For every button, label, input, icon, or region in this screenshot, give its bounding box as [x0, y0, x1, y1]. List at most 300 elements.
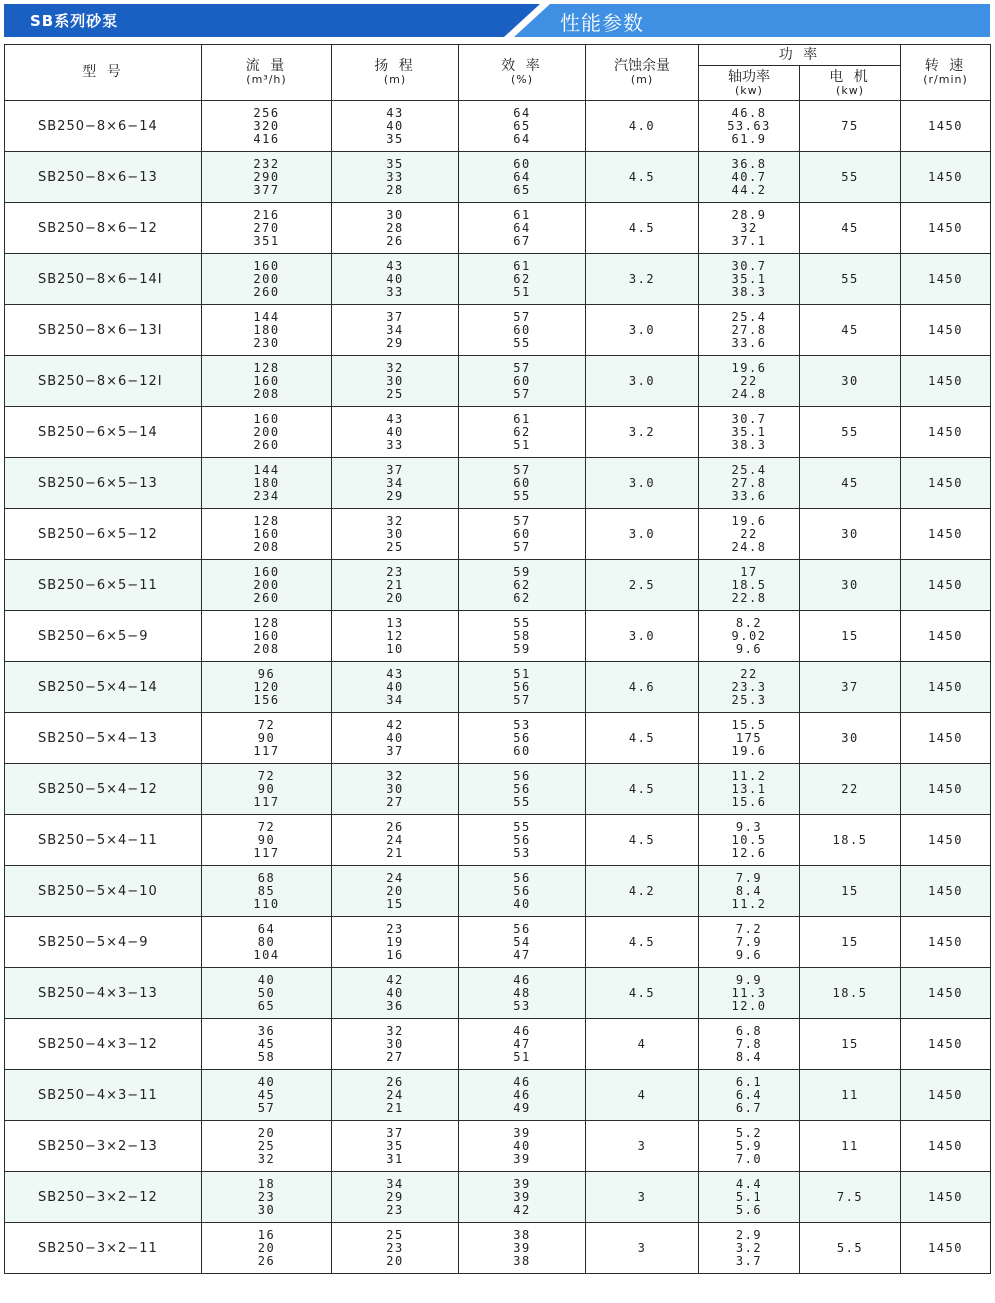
head-cell-value: 21	[386, 845, 404, 860]
npsh-cell: 3.0	[586, 509, 699, 560]
flow-cell-value: 208	[253, 641, 280, 656]
speed-cell: 1450	[901, 1223, 991, 1274]
npsh-cell: 4.5	[586, 203, 699, 254]
flow-cell-value: 160	[253, 258, 280, 273]
efficiency-cell-value: 59	[513, 641, 531, 656]
flow-cell-value: 320	[253, 118, 280, 133]
head-cell-value: 21	[386, 577, 404, 592]
flow-cell-value: 180	[253, 322, 280, 337]
flow-cell	[202, 1121, 332, 1172]
flow-cell	[202, 815, 332, 866]
motor-cell: 11	[800, 1070, 901, 1121]
flow-cell	[202, 662, 332, 713]
npsh-cell: 2.5	[586, 560, 699, 611]
flow-cell-value: 290	[253, 169, 280, 184]
efficiency-cell-value: 56	[513, 870, 531, 885]
flow-cell-value: 232	[253, 156, 280, 171]
head-cell-value: 35	[386, 131, 404, 146]
head-cell	[332, 611, 459, 662]
head-cell-value: 15	[386, 896, 404, 911]
head-cell	[332, 764, 459, 815]
head-cell-value: 30	[386, 207, 404, 222]
flow-cell-value: 256	[253, 105, 280, 120]
efficiency-cell	[459, 866, 586, 917]
shaft-power-cell-value: 30.7	[731, 258, 767, 273]
table-row	[5, 458, 991, 509]
efficiency-cell	[459, 407, 586, 458]
shaft-power-cell	[699, 611, 800, 662]
flow-cell-value: 160	[253, 526, 280, 541]
efficiency-cell	[459, 611, 586, 662]
flow-cell-value: 45	[257, 1036, 276, 1051]
shaft-power-cell	[699, 560, 800, 611]
table-row	[5, 917, 991, 968]
head-cell	[332, 560, 459, 611]
shaft-power-cell-value: 13.1	[731, 781, 767, 796]
model-cell: SB250−5×4−9	[5, 917, 202, 968]
table-row	[5, 1172, 991, 1223]
efficiency-cell	[459, 254, 586, 305]
head-cell	[332, 152, 459, 203]
efficiency-cell-value: 60	[513, 526, 531, 541]
header-banner	[4, 4, 990, 37]
shaft-power-cell-value: 35.1	[731, 424, 767, 439]
flow-cell-value: 85	[257, 883, 276, 898]
flow-cell-value: 160	[253, 411, 280, 426]
npsh-cell: 4.5	[586, 764, 699, 815]
efficiency-cell-value: 46	[513, 1074, 531, 1089]
motor-cell: 55	[800, 254, 901, 305]
table-row	[5, 611, 991, 662]
efficiency-cell-value: 60	[513, 322, 531, 337]
efficiency-cell	[459, 152, 586, 203]
model-cell: SB250−4×3−13	[5, 968, 202, 1019]
npsh-cell: 4	[586, 1070, 699, 1121]
head-cell-value: 40	[386, 424, 404, 439]
shaft-power-cell	[699, 764, 800, 815]
shaft-power-cell	[699, 1223, 800, 1274]
shaft-power-cell-value: 2.9	[735, 1227, 763, 1242]
shaft-power-cell-value: 27.8	[731, 322, 767, 337]
speed-cell: 1450	[901, 713, 991, 764]
flow-cell	[202, 1019, 332, 1070]
shaft-power-cell	[699, 1070, 800, 1121]
model-cell: SB250−3×2−13	[5, 1121, 202, 1172]
shaft-power-cell-value: 61.9	[731, 131, 767, 146]
shaft-power-cell-value: 10.5	[731, 832, 767, 847]
model-cell: SB250−4×3−12	[5, 1019, 202, 1070]
head-cell-value: 36	[386, 998, 404, 1013]
shaft-power-cell-value: 33.6	[731, 488, 767, 503]
shaft-power-cell-value: 22	[740, 373, 758, 388]
col-motor: 电 机 (kw)	[800, 66, 901, 101]
efficiency-cell-value: 56	[513, 768, 531, 783]
efficiency-cell-value: 49	[513, 1100, 531, 1115]
flow-cell	[202, 101, 332, 152]
efficiency-cell-value: 39	[513, 1176, 531, 1191]
shaft-power-cell-value: 19.6	[731, 360, 767, 375]
model-cell: SB250−8×6−13I	[5, 305, 202, 356]
motor-cell: 45	[800, 203, 901, 254]
efficiency-cell-value: 60	[513, 156, 531, 171]
flow-cell-value: 16	[257, 1227, 276, 1242]
speed-cell: 1450	[901, 305, 991, 356]
head-cell-value: 20	[386, 1253, 404, 1268]
efficiency-cell	[459, 713, 586, 764]
flow-cell	[202, 968, 332, 1019]
shaft-power-cell-value: 11.2	[731, 768, 767, 783]
table-row	[5, 968, 991, 1019]
flow-cell-value: 117	[253, 743, 280, 758]
efficiency-cell	[459, 203, 586, 254]
flow-cell-value: 416	[253, 131, 280, 146]
shaft-power-cell-value: 44.2	[731, 182, 767, 197]
shaft-power-cell-value: 37.1	[731, 233, 767, 248]
flow-cell-value: 144	[253, 309, 280, 324]
efficiency-cell-value: 64	[513, 105, 531, 120]
head-cell-value: 12	[386, 628, 404, 643]
series-title: SB系列砂泵	[30, 12, 119, 30]
efficiency-cell-value: 65	[513, 118, 531, 133]
efficiency-cell-value: 38	[513, 1253, 531, 1268]
head-cell-value: 23	[386, 921, 404, 936]
flow-cell-value: 72	[257, 768, 276, 783]
head-cell-value: 31	[386, 1151, 404, 1166]
head-cell-value: 33	[386, 437, 404, 452]
head-cell-value: 19	[386, 934, 404, 949]
flow-cell-value: 117	[253, 845, 280, 860]
head-cell-value: 24	[386, 870, 404, 885]
npsh-cell: 4.5	[586, 152, 699, 203]
head-cell-value: 24	[386, 1087, 404, 1102]
flow-cell-value: 260	[253, 590, 280, 605]
head-cell-value: 40	[386, 985, 404, 1000]
efficiency-cell-value: 60	[513, 475, 531, 490]
head-cell-value: 32	[386, 768, 404, 783]
shaft-power-cell-value: 27.8	[731, 475, 767, 490]
motor-cell: 15	[800, 866, 901, 917]
efficiency-cell-value: 64	[513, 220, 531, 235]
speed-cell: 1450	[901, 1019, 991, 1070]
shaft-power-cell-value: 22.8	[731, 590, 767, 605]
head-cell-value: 30	[386, 526, 404, 541]
speed-cell: 1450	[901, 1172, 991, 1223]
efficiency-cell	[459, 305, 586, 356]
efficiency-cell-value: 65	[513, 182, 531, 197]
efficiency-cell-value: 51	[513, 284, 531, 299]
flow-cell-value: 128	[253, 360, 280, 375]
speed-cell: 1450	[901, 356, 991, 407]
flow-cell-value: 200	[253, 424, 280, 439]
model-cell: SB250−8×6−14	[5, 101, 202, 152]
head-cell-value: 37	[386, 462, 404, 477]
flow-cell	[202, 866, 332, 917]
head-cell-value: 34	[386, 322, 404, 337]
head-cell	[332, 254, 459, 305]
head-cell	[332, 203, 459, 254]
shaft-power-cell-value: 53.63	[727, 118, 771, 133]
motor-cell: 30	[800, 713, 901, 764]
head-cell	[332, 866, 459, 917]
head-cell-value: 28	[386, 220, 404, 235]
efficiency-cell-value: 51	[513, 437, 531, 452]
speed-cell: 1450	[901, 509, 991, 560]
table-row	[5, 203, 991, 254]
head-cell-value: 35	[386, 1138, 404, 1153]
npsh-cell: 3.0	[586, 458, 699, 509]
motor-cell: 5.5	[800, 1223, 901, 1274]
flow-cell-value: 260	[253, 437, 280, 452]
flow-cell-value: 270	[253, 220, 280, 235]
flow-cell	[202, 152, 332, 203]
efficiency-cell-value: 56	[513, 781, 531, 796]
flow-cell-value: 20	[257, 1125, 276, 1140]
model-cell: SB250−6×5−12	[5, 509, 202, 560]
head-cell-value: 30	[386, 1036, 404, 1051]
flow-cell-value: 160	[253, 564, 280, 579]
shaft-power-cell-value: 7.9	[735, 934, 763, 949]
head-cell-value: 20	[386, 590, 404, 605]
efficiency-cell-value: 47	[513, 1036, 531, 1051]
head-cell	[332, 509, 459, 560]
flow-cell-value: 104	[253, 947, 280, 962]
model-cell: SB250−6×5−13	[5, 458, 202, 509]
head-cell-value: 20	[386, 883, 404, 898]
efficiency-cell-value: 62	[513, 577, 531, 592]
efficiency-cell-value: 56	[513, 921, 531, 936]
efficiency-cell-value: 57	[513, 462, 531, 477]
flow-cell-value: 30	[257, 1202, 276, 1217]
shaft-power-cell-value: 24.8	[731, 539, 767, 554]
efficiency-cell-value: 60	[513, 373, 531, 388]
shaft-power-cell	[699, 254, 800, 305]
flow-cell-value: 96	[257, 666, 276, 681]
efficiency-cell-value: 46	[513, 1087, 531, 1102]
shaft-power-cell-value: 7.0	[735, 1151, 763, 1166]
flow-cell-value: 57	[257, 1100, 276, 1115]
shaft-power-cell-value: 5.2	[735, 1125, 763, 1140]
model-cell: SB250−8×6−12	[5, 203, 202, 254]
shaft-power-cell-value: 15.5	[731, 717, 767, 732]
efficiency-cell	[459, 1172, 586, 1223]
npsh-cell: 4.2	[586, 866, 699, 917]
motor-cell: 11	[800, 1121, 901, 1172]
flow-cell-value: 160	[253, 373, 280, 388]
motor-cell: 37	[800, 662, 901, 713]
model-cell: SB250−8×6−14I	[5, 254, 202, 305]
head-cell-value: 21	[386, 1100, 404, 1115]
shaft-power-cell-value: 38.3	[731, 437, 767, 452]
npsh-cell: 3.0	[586, 356, 699, 407]
flow-cell	[202, 458, 332, 509]
flow-cell-value: 260	[253, 284, 280, 299]
efficiency-cell-value: 42	[513, 1202, 531, 1217]
head-cell	[332, 305, 459, 356]
efficiency-cell	[459, 101, 586, 152]
table-row	[5, 662, 991, 713]
motor-cell: 15	[800, 917, 901, 968]
efficiency-cell-value: 40	[513, 896, 531, 911]
shaft-power-cell	[699, 101, 800, 152]
head-cell	[332, 1019, 459, 1070]
speed-cell: 1450	[901, 611, 991, 662]
flow-cell	[202, 305, 332, 356]
head-cell-value: 42	[386, 717, 404, 732]
table-row	[5, 254, 991, 305]
table-body	[5, 101, 991, 1274]
shaft-power-cell-value: 36.8	[731, 156, 767, 171]
efficiency-cell-value: 39	[513, 1125, 531, 1140]
flow-cell-value: 80	[257, 934, 276, 949]
flow-cell-value: 128	[253, 513, 280, 528]
shaft-power-cell-value: 9.6	[735, 947, 763, 962]
shaft-power-cell-value: 12.6	[731, 845, 767, 860]
model-cell: SB250−6×5−11	[5, 560, 202, 611]
banner-shape	[4, 4, 990, 37]
flow-cell-value: 180	[253, 475, 280, 490]
table-row	[5, 305, 991, 356]
npsh-cell: 4.5	[586, 968, 699, 1019]
flow-cell-value: 200	[253, 271, 280, 286]
flow-cell	[202, 1172, 332, 1223]
shaft-power-cell-value: 3.7	[735, 1253, 763, 1268]
shaft-power-cell-value: 22	[740, 526, 758, 541]
flow-cell-value: 18	[257, 1176, 276, 1191]
shaft-power-cell-value: 8.4	[735, 883, 763, 898]
flow-cell	[202, 407, 332, 458]
head-cell-value: 23	[386, 1240, 404, 1255]
motor-cell: 15	[800, 1019, 901, 1070]
shaft-power-cell	[699, 917, 800, 968]
speed-cell: 1450	[901, 1121, 991, 1172]
efficiency-cell	[459, 662, 586, 713]
flow-cell-value: 156	[253, 692, 280, 707]
flow-cell	[202, 560, 332, 611]
shaft-power-cell-value: 7.8	[735, 1036, 763, 1051]
flow-cell-value: 377	[253, 182, 280, 197]
shaft-power-cell-value: 6.1	[735, 1074, 763, 1089]
shaft-power-cell-value: 28.9	[731, 207, 767, 222]
head-cell	[332, 662, 459, 713]
shaft-power-cell	[699, 203, 800, 254]
efficiency-cell-value: 51	[513, 1049, 531, 1064]
table-row	[5, 815, 991, 866]
shaft-power-cell-value: 38.3	[731, 284, 767, 299]
flow-cell-value: 23	[257, 1189, 276, 1204]
model-cell: SB250−5×4−11	[5, 815, 202, 866]
efficiency-cell-value: 47	[513, 947, 531, 962]
efficiency-cell-value: 62	[513, 271, 531, 286]
model-cell: SB250−5×4−14	[5, 662, 202, 713]
npsh-cell: 3.2	[586, 407, 699, 458]
col-speed: 转 速 (r/min)	[901, 45, 991, 101]
flow-cell-value: 208	[253, 539, 280, 554]
model-cell: SB250−4×3−11	[5, 1070, 202, 1121]
model-cell: SB250−8×6−12I	[5, 356, 202, 407]
efficiency-cell-value: 38	[513, 1227, 531, 1242]
efficiency-cell-value: 55	[513, 819, 531, 834]
efficiency-cell-value: 57	[513, 513, 531, 528]
shaft-power-cell	[699, 968, 800, 1019]
flow-cell-value: 208	[253, 386, 280, 401]
shaft-power-cell	[699, 1019, 800, 1070]
performance-table	[4, 44, 991, 1274]
head-cell-value: 26	[386, 233, 404, 248]
shaft-power-cell-value: 11.2	[731, 896, 767, 911]
shaft-power-cell-value: 17	[740, 564, 758, 579]
speed-cell: 1450	[901, 203, 991, 254]
head-cell-value: 26	[386, 1074, 404, 1089]
section-title: 性能参数	[560, 11, 644, 35]
flow-cell-value: 65	[257, 998, 276, 1013]
shaft-power-cell-value: 9.6	[735, 641, 763, 656]
table-row	[5, 866, 991, 917]
head-cell-value: 37	[386, 743, 404, 758]
efficiency-cell	[459, 560, 586, 611]
flow-cell	[202, 713, 332, 764]
flow-cell-value: 160	[253, 628, 280, 643]
motor-cell: 18.5	[800, 968, 901, 1019]
shaft-power-cell	[699, 509, 800, 560]
shaft-power-cell	[699, 815, 800, 866]
flow-cell-value: 117	[253, 794, 280, 809]
flow-cell-value: 58	[257, 1049, 276, 1064]
flow-cell	[202, 917, 332, 968]
model-cell: SB250−3×2−12	[5, 1172, 202, 1223]
head-cell-value: 30	[386, 373, 404, 388]
shaft-power-cell-value: 7.9	[735, 870, 763, 885]
head-cell-value: 10	[386, 641, 404, 656]
head-cell-value: 42	[386, 972, 404, 987]
head-cell-value: 43	[386, 411, 404, 426]
efficiency-cell-value: 61	[513, 207, 531, 222]
flow-cell-value: 120	[253, 679, 280, 694]
npsh-cell: 3	[586, 1172, 699, 1223]
shaft-power-cell-value: 4.4	[735, 1176, 763, 1191]
table-row	[5, 1070, 991, 1121]
shaft-power-cell-value: 24.8	[731, 386, 767, 401]
flow-cell-value: 90	[257, 832, 276, 847]
head-cell	[332, 1223, 459, 1274]
flow-cell-value: 68	[257, 870, 276, 885]
shaft-power-cell-value: 19.6	[731, 743, 767, 758]
efficiency-cell-value: 56	[513, 832, 531, 847]
motor-cell: 45	[800, 305, 901, 356]
npsh-cell: 4	[586, 1019, 699, 1070]
shaft-power-cell-value: 9.9	[735, 972, 763, 987]
table-row	[5, 560, 991, 611]
table-row	[5, 101, 991, 152]
efficiency-cell-value: 57	[513, 360, 531, 375]
shaft-power-cell-value: 22	[740, 666, 758, 681]
shaft-power-cell	[699, 305, 800, 356]
flow-cell-value: 25	[257, 1138, 276, 1153]
flow-cell	[202, 1070, 332, 1121]
head-cell-value: 34	[386, 475, 404, 490]
head-cell	[332, 968, 459, 1019]
efficiency-cell-value: 53	[513, 998, 531, 1013]
flow-cell-value: 26	[257, 1253, 276, 1268]
shaft-power-cell	[699, 662, 800, 713]
head-cell-value: 32	[386, 513, 404, 528]
efficiency-cell-value: 46	[513, 1023, 531, 1038]
head-cell-value: 40	[386, 679, 404, 694]
efficiency-cell-value: 53	[513, 717, 531, 732]
flow-cell	[202, 611, 332, 662]
shaft-power-cell-value: 25.3	[731, 692, 767, 707]
head-cell	[332, 101, 459, 152]
efficiency-cell	[459, 968, 586, 1019]
